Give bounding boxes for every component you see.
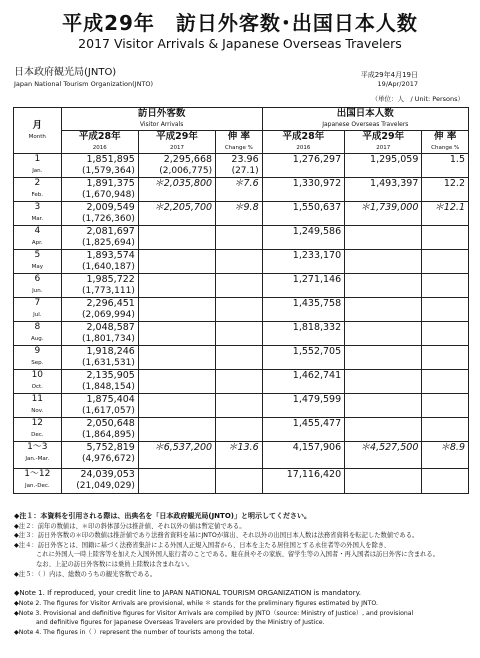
value-text: 1,435,758 bbox=[292, 298, 342, 309]
value-text: 1.5 bbox=[449, 154, 465, 165]
col-2017-label-jp: 平成29年 bbox=[362, 131, 405, 142]
month-number: 9 bbox=[34, 346, 41, 356]
tourist-subtotal-text: (1,640,187) bbox=[82, 262, 135, 272]
travelers-2017-cell bbox=[345, 178, 422, 202]
travelers-change-cell bbox=[422, 442, 469, 469]
note-jp-4: ◆注４：訪日外客とは、国籍に基づく法務省集計による外国人正規入国者から、日本を主たる居住国とする永住者等の外国人を除き、 bbox=[14, 541, 391, 549]
value-text: 12.2 bbox=[443, 178, 465, 189]
value-text: ＊9.8 bbox=[234, 202, 259, 213]
table-row bbox=[14, 418, 469, 442]
value-text: ＊2,035,800 bbox=[154, 178, 213, 189]
value-text: ＊2,205,700 bbox=[154, 202, 213, 213]
note-jp-4-cont: これに外国人一時上陸客等を加えた入国外国人旅行者のことである。駐在員やその家族、留学生等の入国者・再入国者は訪日外客に含まれる。 bbox=[36, 551, 439, 559]
value-text: ＊7.6 bbox=[234, 178, 259, 189]
travelers-2017-header bbox=[345, 131, 422, 154]
note-jp-3: ◆注３：訪日外客数の＊印の数値は推計値であり法務省資料を基にJNTOが算出、それ以外の出国日本人数は法務省資料を転記した数値である。 bbox=[14, 532, 419, 540]
value-text: 23.96 bbox=[231, 154, 259, 165]
travelers-2017-cell bbox=[345, 154, 422, 178]
month-label-en: Nov. bbox=[31, 408, 44, 414]
travelers-2017-cell bbox=[345, 322, 422, 346]
travelers-change-cell bbox=[422, 154, 469, 178]
value-text: 1,875,404 bbox=[86, 394, 135, 405]
visitors-2017-cell bbox=[138, 394, 215, 418]
table-row bbox=[14, 469, 469, 494]
visitors-2017-cell bbox=[138, 226, 215, 250]
visitors-2016-header bbox=[61, 131, 138, 154]
month-label-en: Feb. bbox=[31, 192, 44, 198]
travelers-2017-cell bbox=[345, 469, 422, 494]
table-row bbox=[14, 202, 469, 226]
value-text: 1,462,741 bbox=[292, 370, 342, 381]
travelers-2017-cell bbox=[345, 274, 422, 298]
value-text: 1,918,246 bbox=[86, 346, 135, 357]
month-label-en: Jan. bbox=[32, 168, 43, 174]
value-text: 2,050,648 bbox=[86, 418, 135, 429]
month-cell bbox=[14, 418, 62, 442]
visitors-change-cell bbox=[216, 298, 263, 322]
col-2016-label-jp: 平成28年 bbox=[78, 131, 121, 142]
travelers-change-cell bbox=[422, 322, 469, 346]
month-number: 7 bbox=[34, 298, 41, 308]
travelers-2017-cell bbox=[345, 202, 422, 226]
month-label-en: Aug. bbox=[31, 336, 44, 342]
month-number: 3 bbox=[34, 202, 41, 212]
value-text: 2,081,697 bbox=[86, 226, 135, 237]
visitors-change-cell bbox=[216, 469, 263, 494]
value-text: 2,295,668 bbox=[163, 154, 213, 165]
travelers-2016-cell bbox=[262, 346, 345, 370]
value-text: 2,009,549 bbox=[86, 202, 135, 213]
month-number: 10 bbox=[31, 370, 44, 380]
visitors-2017-cell bbox=[138, 469, 215, 494]
note-jp-2: ◆注２：前年の数値は、＊印の斜体部分は推計値、それ以外の値は暫定値である。 bbox=[14, 522, 246, 530]
tourist-subtotal-text: (21,049,029) bbox=[76, 481, 135, 491]
col-2016-label-jp: 平成28年 bbox=[282, 131, 325, 142]
month-label-en: Oct. bbox=[31, 384, 43, 390]
col-2017-label-en: 2017 bbox=[169, 145, 184, 151]
month-number: 12 bbox=[31, 418, 44, 428]
tourist-subtotal-text: (1,631,531) bbox=[82, 358, 135, 368]
value-text: 2,296,451 bbox=[86, 298, 135, 309]
note-en-2: ◆Note 2. The figures for Visitor Arrivals are provisional, while ＊ stands for the preliminary figures estimated by JNTO. bbox=[14, 599, 378, 607]
value-text: 1,455,477 bbox=[292, 418, 342, 429]
tourist-subtotal-text: (4,976,672) bbox=[82, 454, 135, 464]
note-jp-5: ◆注５：（ ）内は、総数のうちの観光客数である。 bbox=[14, 570, 157, 578]
travelers-2016-cell bbox=[262, 226, 345, 250]
travelers-2016-header bbox=[262, 131, 345, 154]
travelers-2017-cell bbox=[345, 418, 422, 442]
visitors-2017-cell bbox=[138, 274, 215, 298]
month-number: 1～12 bbox=[24, 469, 51, 479]
table-row bbox=[14, 274, 469, 298]
month-header-jp: 月 bbox=[32, 119, 43, 131]
visitors-2017-cell bbox=[138, 370, 215, 394]
unit-note: （単位：人 / Unit: Persons） bbox=[371, 95, 464, 103]
month-cell bbox=[14, 250, 62, 274]
month-cell bbox=[14, 202, 62, 226]
month-number: 1 bbox=[34, 154, 41, 164]
tourist-subtotal-text: (1,617,057) bbox=[82, 406, 135, 416]
travelers-2016-cell bbox=[262, 274, 345, 298]
visitors-2017-cell bbox=[138, 298, 215, 322]
month-cell bbox=[14, 178, 62, 202]
visitors-change-cell bbox=[216, 226, 263, 250]
month-label-en: Apr. bbox=[31, 240, 43, 246]
col-2016-label-en: 2016 bbox=[92, 145, 107, 151]
month-cell bbox=[14, 274, 62, 298]
travelers-2017-cell bbox=[345, 442, 422, 469]
value-text: 2,135,905 bbox=[86, 370, 135, 381]
col-2016-label-en: 2016 bbox=[296, 145, 311, 151]
tourist-subtotal-text: (1,848,154) bbox=[82, 382, 135, 392]
value-text: ＊13.6 bbox=[227, 442, 259, 453]
month-number: 5 bbox=[34, 250, 41, 260]
value-text: 24,039,053 bbox=[80, 469, 135, 480]
value-text: 1,851,895 bbox=[86, 154, 135, 165]
visitors-2016-cell bbox=[61, 274, 138, 298]
value-text: 17,116,420 bbox=[286, 469, 342, 480]
month-cell bbox=[14, 442, 62, 469]
note-en-1: ◆Note 1. If reproduced, your credit line to JAPAN NATIONAL TOURISM ORGANIZATION is mandatory. bbox=[14, 589, 361, 597]
tourist-subtotal-text: (2,069,994) bbox=[82, 310, 135, 320]
visitors-change-cell bbox=[216, 418, 263, 442]
travelers-2016-cell bbox=[262, 322, 345, 346]
page-title: 平成29年 訪日外客数･出国日本人数 bbox=[62, 11, 418, 35]
travelers-change-cell bbox=[422, 178, 469, 202]
travelers-2016-cell bbox=[262, 394, 345, 418]
table-row bbox=[14, 178, 469, 202]
month-label-en: Jan.-Mar. bbox=[25, 456, 50, 462]
visitors-2016-cell bbox=[61, 322, 138, 346]
travelers-change-cell bbox=[422, 469, 469, 494]
value-text: 1,276,297 bbox=[292, 154, 342, 165]
travelers-change-cell bbox=[422, 202, 469, 226]
visitors-2016-cell bbox=[61, 298, 138, 322]
visitors-2016-cell bbox=[61, 442, 138, 469]
travelers-change-cell bbox=[422, 346, 469, 370]
travelers-2017-cell bbox=[345, 394, 422, 418]
travelers-change-cell bbox=[422, 418, 469, 442]
tourist-subtotal-text: (1,670,948) bbox=[82, 190, 135, 200]
travelers-2016-cell bbox=[262, 442, 345, 469]
visitors-2017-cell bbox=[138, 202, 215, 226]
month-header bbox=[14, 108, 62, 154]
table-row bbox=[14, 250, 469, 274]
visitors-2016-cell bbox=[61, 370, 138, 394]
visitors-change-cell bbox=[216, 202, 263, 226]
travelers-2016-cell bbox=[262, 178, 345, 202]
travelers-2016-cell bbox=[262, 370, 345, 394]
value-text: 4,157,906 bbox=[292, 442, 342, 453]
value-text: 1,893,574 bbox=[86, 250, 135, 261]
col-2017-label-en: 2017 bbox=[376, 145, 391, 151]
month-cell bbox=[14, 469, 62, 494]
visitors-change-cell bbox=[216, 322, 263, 346]
tourist-subtotal-text: (1,801,734) bbox=[82, 334, 135, 344]
travelers-2017-cell bbox=[345, 346, 422, 370]
visitors-2016-cell bbox=[61, 178, 138, 202]
month-label-en: Sep. bbox=[31, 360, 44, 366]
value-text: 1,550,637 bbox=[292, 202, 342, 213]
month-number: 6 bbox=[34, 274, 41, 284]
value-text: ＊6,537,200 bbox=[154, 442, 213, 453]
month-label-en: Dec. bbox=[31, 432, 44, 438]
note-en-4: ◆Note 4. The figures in（ ）represent the number of tourists among the total. bbox=[14, 629, 255, 637]
value-text: ＊12.1 bbox=[434, 202, 465, 213]
month-label-en: Mar. bbox=[31, 216, 44, 222]
value-text: ＊1,739,000 bbox=[360, 202, 419, 213]
value-text: 1,818,332 bbox=[292, 322, 342, 333]
overseas-travelers-header-en: Japanese Overseas Travelers bbox=[322, 121, 409, 128]
month-cell bbox=[14, 346, 62, 370]
travelers-2016-cell bbox=[262, 250, 345, 274]
notes-english bbox=[14, 589, 474, 638]
travelers-change-cell bbox=[422, 370, 469, 394]
value-text: 1,552,705 bbox=[292, 346, 342, 357]
overseas-travelers-header-jp: 出国日本人数 bbox=[336, 108, 394, 119]
travelers-2017-cell bbox=[345, 370, 422, 394]
organization-name-en: Japan National Tourism Organization(JNTO) bbox=[14, 80, 154, 88]
month-cell bbox=[14, 370, 62, 394]
month-header-en: Month bbox=[28, 133, 46, 140]
tourist-subtotal-text: (27.1) bbox=[231, 166, 259, 176]
visitors-change-cell bbox=[216, 274, 263, 298]
month-label-en: May bbox=[31, 264, 43, 270]
value-text: 1,233,170 bbox=[292, 250, 342, 261]
statistics-table bbox=[13, 107, 469, 494]
table-row bbox=[14, 442, 469, 469]
visitors-2016-cell bbox=[61, 250, 138, 274]
tourist-subtotal-text: (1,864,895) bbox=[82, 430, 135, 440]
note-en-3: ◆Note 3. Provisional and definitive figures for Visitor Arrivals are compiled by JNTO（source: Ministry of Justice）, and provisional bbox=[14, 609, 414, 617]
month-label-en: Jan.-Dec. bbox=[25, 483, 50, 489]
publish-date-jp: 平成29年4月19日 bbox=[360, 71, 418, 79]
month-cell bbox=[14, 394, 62, 418]
visitors-change-cell bbox=[216, 154, 263, 178]
value-text: 2,048,587 bbox=[86, 322, 135, 333]
visitors-2017-cell bbox=[138, 346, 215, 370]
travelers-2016-cell bbox=[262, 298, 345, 322]
visitors-2016-cell bbox=[61, 346, 138, 370]
value-text: 1,493,397 bbox=[370, 178, 419, 189]
visitors-2016-cell bbox=[61, 202, 138, 226]
visitors-2016-cell bbox=[61, 469, 138, 494]
travelers-change-cell bbox=[422, 226, 469, 250]
table-row bbox=[14, 346, 469, 370]
col-change-label-jp: 伸 率 bbox=[227, 131, 250, 142]
visitors-2017-cell bbox=[138, 418, 215, 442]
table-row bbox=[14, 370, 469, 394]
month-cell bbox=[14, 298, 62, 322]
travelers-change-cell bbox=[422, 298, 469, 322]
visitors-change-cell bbox=[216, 442, 263, 469]
travelers-2016-cell bbox=[262, 154, 345, 178]
travelers-2017-cell bbox=[345, 298, 422, 322]
value-text: 1,271,146 bbox=[292, 274, 342, 285]
value-text: 1,985,722 bbox=[86, 274, 135, 285]
month-cell bbox=[14, 226, 62, 250]
value-text: ＊8.9 bbox=[440, 442, 465, 453]
tourist-subtotal-text: (2,006,775) bbox=[159, 166, 213, 176]
visitor-arrivals-header-en: Visitor Arrivals bbox=[139, 121, 184, 128]
month-label-en: Jul. bbox=[33, 312, 42, 318]
visitor-arrivals-header-jp: 訪日外客数 bbox=[137, 108, 186, 119]
overseas-travelers-header bbox=[262, 108, 468, 131]
visitors-change-header bbox=[216, 131, 263, 154]
table-row bbox=[14, 226, 469, 250]
visitors-2016-cell bbox=[61, 154, 138, 178]
col-change-label-en: Change % bbox=[224, 145, 253, 151]
tourist-subtotal-text: (1,825,694) bbox=[82, 238, 135, 248]
value-text: ＊4,527,500 bbox=[360, 442, 419, 453]
visitors-change-cell bbox=[216, 346, 263, 370]
value-text: 1,249,586 bbox=[292, 226, 342, 237]
value-text: 5,752,819 bbox=[86, 442, 135, 453]
value-text: 1,891,375 bbox=[86, 178, 135, 189]
month-number: 11 bbox=[31, 394, 44, 404]
month-number: 1～3 bbox=[27, 442, 48, 452]
month-label-en: Jun. bbox=[32, 288, 43, 294]
organization-name-jp: 日本政府観光局(JNTO) bbox=[14, 67, 117, 78]
travelers-2016-cell bbox=[262, 418, 345, 442]
value-text: 1,479,599 bbox=[292, 394, 342, 405]
notes-japanese bbox=[14, 512, 474, 579]
note-en-3-cont: and definitive figures for Japanese Overseas Travelers are provided by the Ministry of Justice. bbox=[36, 619, 325, 627]
travelers-change-header bbox=[422, 131, 469, 154]
visitors-change-cell bbox=[216, 394, 263, 418]
col-2017-label-jp: 平成29年 bbox=[156, 131, 198, 142]
table-row bbox=[14, 394, 469, 418]
visitors-2017-cell bbox=[138, 250, 215, 274]
col-change-label-jp: 伸 率 bbox=[434, 131, 457, 142]
month-cell bbox=[14, 154, 62, 178]
visitors-change-cell bbox=[216, 370, 263, 394]
travelers-2016-cell bbox=[262, 202, 345, 226]
month-number: 2 bbox=[34, 178, 41, 188]
value-text: 1,330,972 bbox=[292, 178, 342, 189]
visitors-2017-cell bbox=[138, 442, 215, 469]
visitors-change-cell bbox=[216, 178, 263, 202]
travelers-change-cell bbox=[422, 274, 469, 298]
travelers-2016-cell bbox=[262, 469, 345, 494]
note-jp-4-cont2: なお、上記の訪日外客数には乗員上陸数は含まれない。 bbox=[36, 560, 194, 568]
travelers-change-cell bbox=[422, 250, 469, 274]
month-cell bbox=[14, 322, 62, 346]
visitors-2016-cell bbox=[61, 418, 138, 442]
publish-date-en: 19/Apr/2017 bbox=[377, 80, 418, 88]
table-row bbox=[14, 154, 469, 178]
travelers-change-cell bbox=[422, 394, 469, 418]
table-row bbox=[14, 298, 469, 322]
visitor-arrivals-header bbox=[61, 108, 262, 131]
visitors-2016-cell bbox=[61, 226, 138, 250]
page-subtitle: 2017 Visitor Arrivals & Japanese Overseas Travelers bbox=[78, 36, 402, 51]
travelers-2017-cell bbox=[345, 226, 422, 250]
visitors-2017-cell bbox=[138, 178, 215, 202]
visitors-2017-cell bbox=[138, 322, 215, 346]
visitors-change-cell bbox=[216, 250, 263, 274]
visitors-2017-cell bbox=[138, 154, 215, 178]
col-change-label-en: Change % bbox=[431, 145, 460, 151]
visitors-2017-header bbox=[138, 131, 215, 154]
month-number: 8 bbox=[34, 322, 41, 332]
table-row bbox=[14, 322, 469, 346]
note-jp-1: ◆注１：本資料を引用される際は、出典名を「日本政府観光局(JNTO)」と明示してください。 bbox=[14, 512, 311, 520]
value-text: 1,295,059 bbox=[370, 154, 419, 165]
travelers-2017-cell bbox=[345, 250, 422, 274]
tourist-subtotal-text: (1,773,111) bbox=[82, 286, 135, 296]
month-number: 4 bbox=[34, 226, 41, 236]
tourist-subtotal-text: (1,579,364) bbox=[82, 166, 135, 176]
tourist-subtotal-text: (1,726,360) bbox=[82, 214, 135, 224]
visitors-2016-cell bbox=[61, 394, 138, 418]
